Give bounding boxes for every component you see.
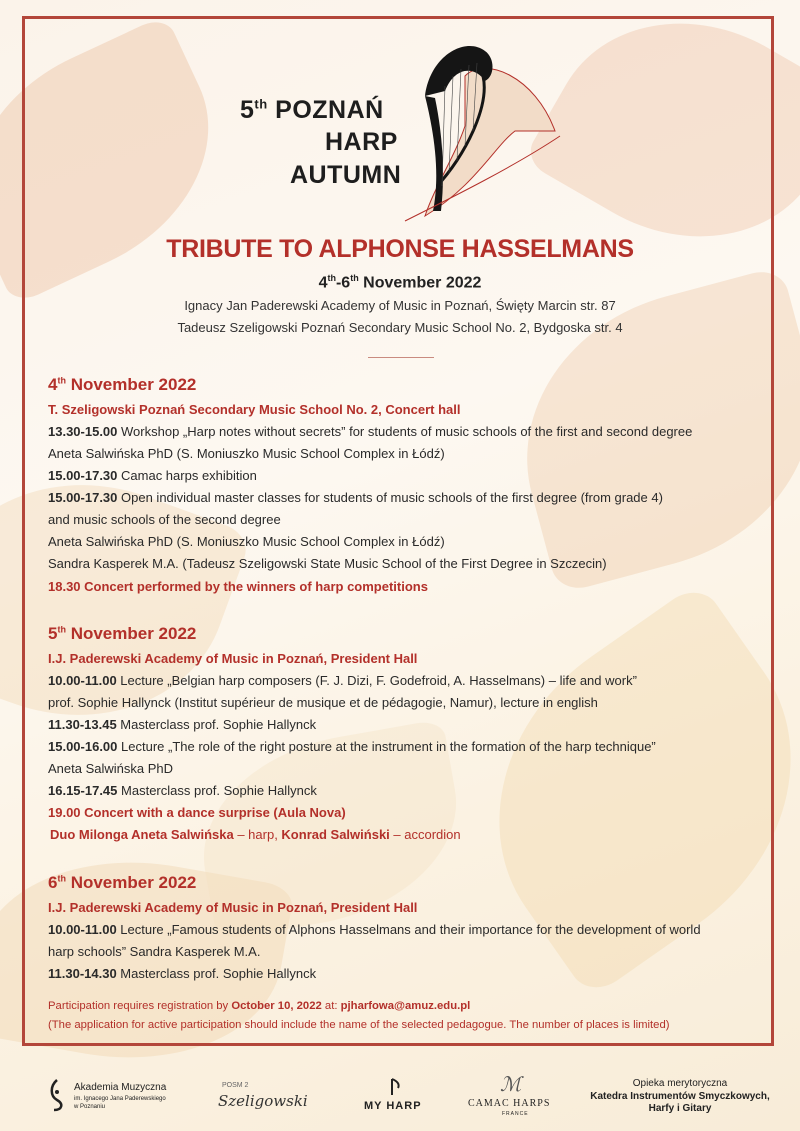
- schedule-item: Sandra Kasperek M.A. (Tadeusz Szeligowski State Music School of the First Degree in Szczecin): [48, 556, 607, 571]
- schedule-item: 13.30-15.00 Workshop „Harp notes without secrets” for students of music schools of the first and second degree: [48, 424, 693, 439]
- akademia-sub-2: w Poznaniu: [74, 1104, 106, 1110]
- concert-item: 19.00 Concert with a dance surprise (Aula Nova): [48, 805, 346, 820]
- schedule-item: 15.00-17.30 Open individual master classes for students of music schools of the first degree (from grade 4): [48, 490, 663, 505]
- akademia-sub: im. Ignacego Jana Paderewskiego: [74, 1096, 166, 1102]
- camac-monogram-icon: ℳ: [500, 1072, 522, 1096]
- day-2-location: I.J. Paderewski Academy of Music in Poznań, President Hall: [48, 651, 418, 666]
- day-2-heading: 5th November 2022: [48, 624, 197, 643]
- schedule-item: 10.00-11.00 Lecture „Famous students of Alphons Hasselmans and their importance for the development of world: [48, 922, 701, 937]
- logo-line-3: AUTUMN: [290, 161, 402, 189]
- camac-name: CAMAC HARPS: [468, 1098, 551, 1109]
- akademia-name: Akademia Muzyczna: [74, 1082, 167, 1093]
- schedule-item: prof. Sophie Hallynck (Institut supérieur de musique et de pédagogie, Namur), lecture in english: [48, 695, 598, 710]
- venue-2: Tadeusz Szeligowski Poznań Secondary Music School No. 2, Bydgoska str. 4: [177, 320, 623, 335]
- patron-dept: Katedra Instrumentów Smyczkowych,: [590, 1091, 770, 1102]
- registration-note: Participation requires registration by October 10, 2022 at: pjharfowa@amuz.edu.pl: [48, 1000, 471, 1012]
- venue-1: Ignacy Jan Paderewski Academy of Music in Poznań, Święty Marcin str. 87: [184, 298, 616, 313]
- sponsor-strip: [0, 1060, 800, 1131]
- registration-note-2: (The application for active participation should include the name of the selected pedagogue. The number of places is limited): [48, 1019, 670, 1031]
- myharp-logo-icon: [389, 1078, 403, 1096]
- schedule-item: harp schools” Sandra Kasperek M.A.: [48, 944, 261, 959]
- patron-label: Opieka merytoryczna: [632, 1078, 728, 1089]
- schedule-item: 15.00-16.00 Lecture „The role of the right posture at the instrument in the formation of the harp technique”: [48, 739, 656, 754]
- schedule-item: Aneta Salwińska PhD (S. Moniuszko Music School Complex in Łódź): [48, 534, 445, 549]
- myharp-name: MY HARP: [364, 1100, 422, 1112]
- page-title: TRIBUTE TO ALPHONSE HASSELMANS: [166, 235, 634, 263]
- logo-line-1: 5th POZNAŃ: [240, 96, 384, 124]
- schedule-item: Aneta Salwińska PhD (S. Moniuszko Music School Complex in Łódź): [48, 446, 445, 461]
- concert-item: 18.30 Concert performed by the winners of harp competitions: [48, 579, 428, 594]
- day-1-location: T. Szeligowski Poznań Secondary Music School No. 2, Concert hall: [48, 402, 461, 417]
- performers: Duo Milonga Aneta Salwińska – harp, Konrad Salwiński – accordion: [50, 827, 461, 842]
- event-dates: 4th-6th November 2022: [318, 273, 482, 292]
- day-3-location: I.J. Paderewski Academy of Music in Poznań, President Hall: [48, 900, 418, 915]
- schedule-item: 11.30-14.30 Masterclass prof. Sophie Hallynck: [48, 966, 317, 981]
- patron-dept-2: Harfy i Gitary: [648, 1103, 712, 1114]
- posm-signature: Szeligowski: [218, 1092, 308, 1110]
- akademia-logo-icon: [46, 1078, 68, 1112]
- posm-label: POSM 2: [222, 1082, 249, 1089]
- logo-line-2: HARP: [325, 128, 398, 156]
- schedule-item: 16.15-17.45 Masterclass prof. Sophie Hallynck: [48, 783, 317, 798]
- day-1-heading: 4th November 2022: [48, 375, 197, 394]
- day-3-heading: 6th November 2022: [48, 873, 197, 892]
- schedule-item: 10.00-11.00 Lecture „Belgian harp composers (F. J. Dizi, F. Godefroid, A. Hasselmans) – life and work”: [48, 673, 637, 688]
- email-link[interactable]: pjharfowa@amuz.edu.pl: [340, 1000, 471, 1012]
- schedule-item: Aneta Salwińska PhD: [48, 761, 174, 776]
- schedule-item: 11.30-13.45 Masterclass prof. Sophie Hallynck: [48, 717, 317, 732]
- divider: [368, 357, 434, 358]
- schedule-item: and music schools of the second degree: [48, 512, 281, 527]
- harp-logo-icon: [395, 36, 565, 226]
- schedule-item: 15.00-17.30 Camac harps exhibition: [48, 468, 257, 483]
- camac-sub: FRANCE: [502, 1111, 529, 1117]
